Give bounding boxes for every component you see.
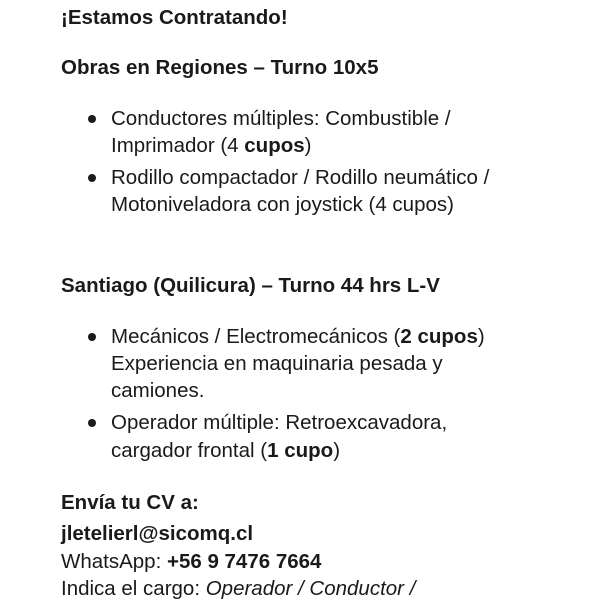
bullet-icon xyxy=(88,333,96,341)
section2-title: Santiago (Quilicura) – Turno 44 hrs L-V xyxy=(61,274,440,297)
whatsapp-line: WhatsApp: +56 9 7476 7664 xyxy=(61,550,322,573)
section2-item2-line1: Operador múltiple: Retroexcavadora, xyxy=(111,411,448,434)
email-line xyxy=(61,521,253,547)
section1-item2-line2: Motoniveladora con joystick (4 cupos) xyxy=(111,193,454,216)
indica-line: Indica el cargo: Operador / Conductor / xyxy=(61,577,416,600)
section1-item2-line1: Rodillo compactador / Rodillo neumático / xyxy=(111,166,490,189)
bullet-icon xyxy=(88,174,96,182)
section1-title: Obras en Regiones – Turno 10x5 xyxy=(61,56,379,79)
bullet-icon xyxy=(88,419,96,427)
section2-item1-line2: Experiencia en maquinaria pesada y xyxy=(111,352,443,375)
email-link[interactable]: jletelierl@sicomq.cl xyxy=(61,522,254,545)
section1-item1-line1: Conductores múltiples: Combustible / xyxy=(111,107,451,130)
section2-item1-line3: camiones. xyxy=(111,379,205,402)
section2-item2-line2: cargador frontal (1 cupo) xyxy=(111,439,341,462)
posting-heading: ¡Estamos Contratando! xyxy=(61,6,288,29)
cv-label: Envía tu CV a: xyxy=(61,491,199,514)
whatsapp-number: +56 9 7476 7664 xyxy=(166,550,322,573)
section1-item1-line2: Imprimador (4 cupos) xyxy=(111,134,312,157)
bullet-icon xyxy=(88,115,96,123)
section2-item1-line1: Mecánicos / Electromecánicos (2 cupos) xyxy=(111,325,485,348)
